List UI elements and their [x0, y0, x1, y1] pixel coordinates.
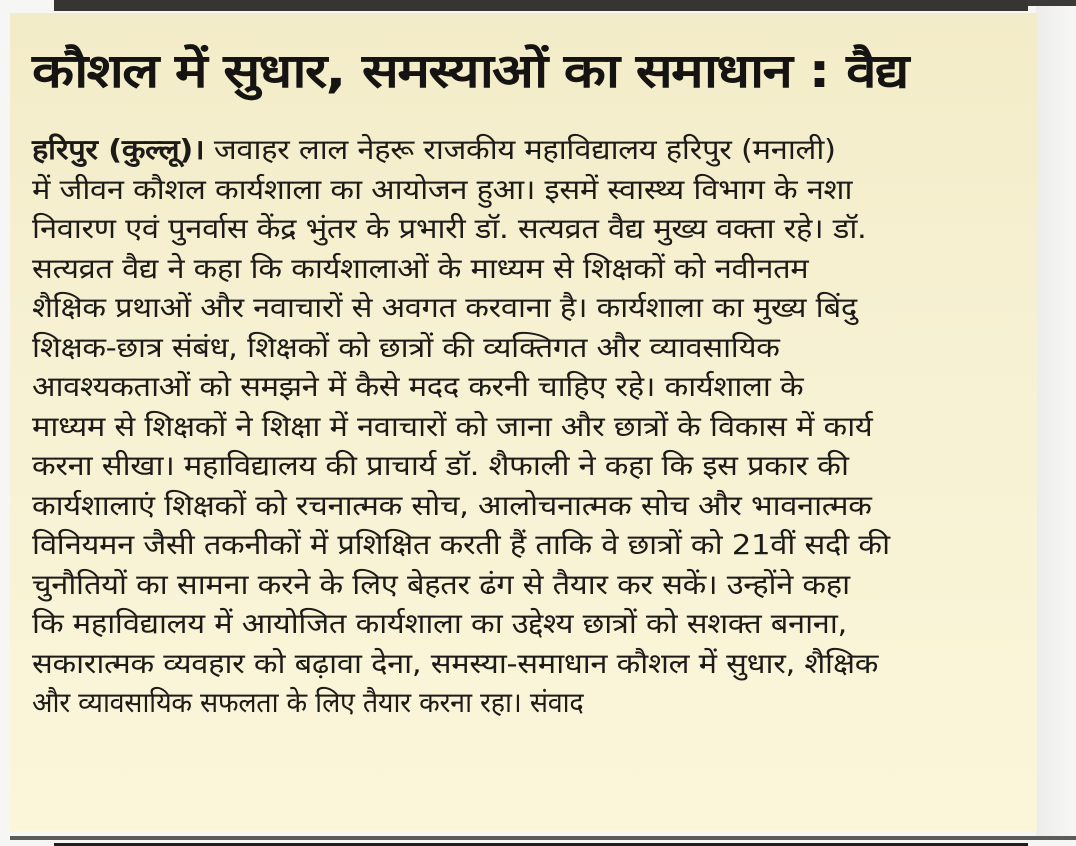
article-line: निवारण एवं पुनर्वास केंद्र भुंतर के प्रभारी डॉ. सत्यव्रत वैद्य मुख्य वक्ता रहे। डॉ.	[32, 212, 867, 245]
article-line	[32, 130, 1076, 170]
article-line: आवश्यकताओं को समझने में कैसे मदद करनी चाहिए रहे। कार्यशाला के	[32, 370, 804, 403]
article-headline: कौशल में सुधार, समस्याओं का समाधान : वैद्य	[32, 44, 908, 99]
top-border-bar	[54, 0, 1028, 11]
article-line: सत्यव्रत वैद्य ने कहा कि कार्यशालाओं के माध्यम से शिक्षकों को नवीनतम	[32, 251, 809, 285]
article-line: शिक्षक-छात्र संबंध, शिक्षकों को छात्रों की व्यक्तिगत और व्यावसायिक	[32, 330, 780, 364]
article-line-text: जवाहर लाल नेहरू राजकीय महाविद्यालय हरिपुर (मनाली)	[204, 133, 836, 166]
article-line: में जीवन कौशल कार्यशाला का आयोजन हुआ। इसमें स्वास्थ्य विभाग के नशा	[32, 172, 853, 206]
article-line: सकारात्मक व्यवहार को बढ़ावा देना, समस्या-समाधान कौशल में सुधार, शैक्षिक	[32, 646, 879, 680]
article-line: चुनौतियों का सामना करने के लिए बेहतर ढंग से तैयार कर सकें। उन्होंने कहा	[32, 567, 850, 601]
article-line: करना सीखा। महाविद्यालय की प्राचार्य डॉ. शैफाली ने कहा कि इस प्रकार की	[32, 449, 849, 482]
article-line: और व्यावसायिक सफलता के लिए तैयार करना रहा। संवाद	[32, 686, 584, 719]
article-line: कि महाविद्यालय में आयोजित कार्यशाला का उद्देश्य छात्रों को सशक्त बनाना,	[32, 607, 847, 640]
article-body	[32, 130, 1002, 723]
article-line: माध्यम से शिक्षकों ने शिक्षा में नवाचारों को जाना और छात्रों के विकास में कार्य	[32, 409, 873, 443]
bottom-rule	[10, 836, 1076, 840]
article-line: शैक्षिक प्रथाओं और नवाचारों से अवगत करवाना है। कार्यशाला का मुख्य बिंदु	[32, 291, 857, 324]
article-line: विनियमन जैसी तकनीकों में प्रशिक्षित करती हैं ताकि वे छात्रों को 21वीं सदी की	[32, 528, 890, 561]
article-dateline: हरिपुर (कुल्लू)।	[32, 133, 205, 166]
article-line: कार्यशालाएं शिक्षकों को रचनात्मक सोच, आलोचनात्मक सोच और भावनात्मक	[32, 488, 872, 522]
